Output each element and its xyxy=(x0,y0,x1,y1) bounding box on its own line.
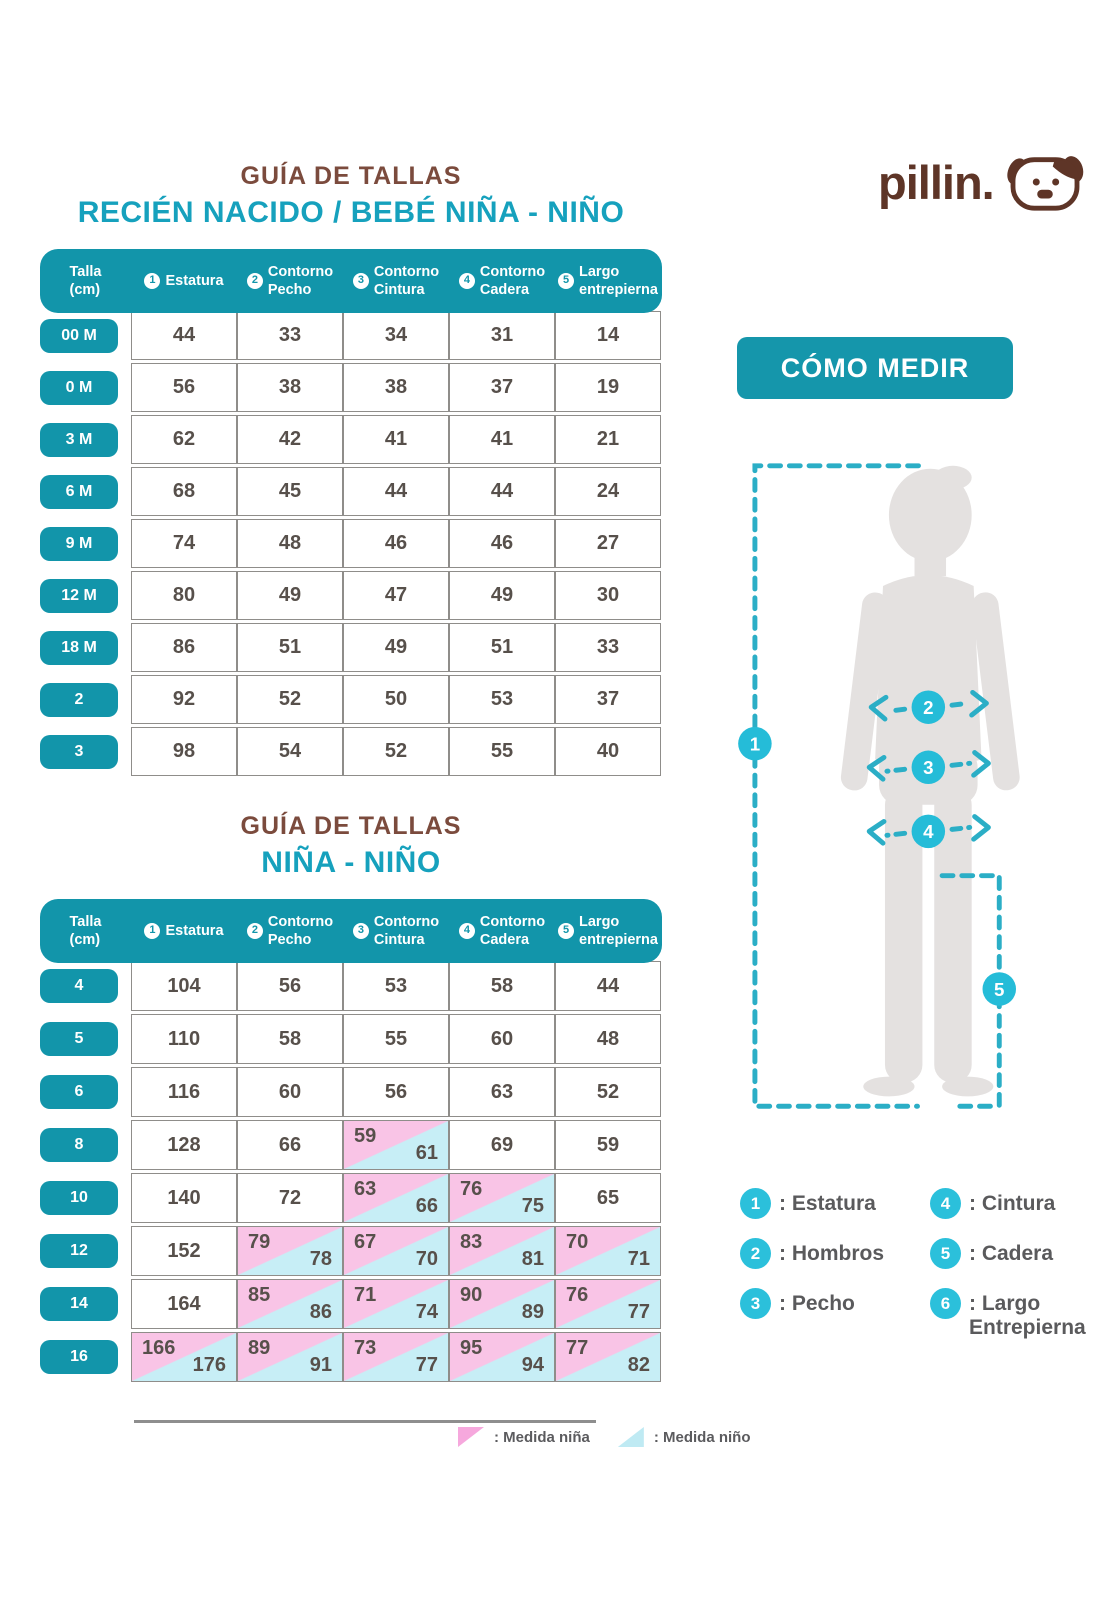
legend-number-badge: 2 xyxy=(740,1238,771,1269)
header-label: Contorno Pecho xyxy=(267,913,334,948)
split-measure-cell xyxy=(555,1279,661,1329)
column-header xyxy=(343,913,449,949)
split-measure-cell xyxy=(131,1332,237,1382)
size-pill: 2 xyxy=(40,683,118,717)
nina-value: 76 xyxy=(566,1284,589,1306)
header-label: Largo entrepierna xyxy=(579,913,658,948)
split-measure-cell xyxy=(343,1226,449,1276)
nina-value: 76 xyxy=(460,1178,483,1200)
legend-number-badge: 3 xyxy=(740,1288,771,1319)
measure-cell: 92 xyxy=(131,675,237,724)
header-label: Contorno Cintura xyxy=(373,913,440,948)
split-measure-cell xyxy=(555,1332,661,1382)
size-pill: 6 xyxy=(40,1075,118,1109)
measure-cell: 46 xyxy=(343,519,449,568)
marker-1: 1 xyxy=(749,733,761,755)
legend-number-badge: 1 xyxy=(740,1188,771,1219)
measure-cell: 63 xyxy=(449,1067,555,1117)
measure-cell: 33 xyxy=(237,311,343,360)
measure-cell: 38 xyxy=(343,363,449,412)
table1-newborn-sizes xyxy=(40,308,661,779)
column-header xyxy=(40,913,131,949)
header-number-badge: 5 xyxy=(558,273,574,289)
measure-cell: 30 xyxy=(555,571,661,620)
measure-cell: 49 xyxy=(237,571,343,620)
table2-underline xyxy=(134,1420,596,1423)
measure-cell: 45 xyxy=(237,467,343,516)
measure-cell: 14 xyxy=(555,311,661,360)
table-row xyxy=(40,467,661,516)
nino-value: 89 xyxy=(521,1301,544,1323)
measure-cell: 152 xyxy=(131,1226,237,1276)
table-row xyxy=(40,1332,661,1382)
measure-cell: 27 xyxy=(555,519,661,568)
size-pill: 9 M xyxy=(40,527,118,561)
brand-logo xyxy=(878,150,1086,214)
measure-cell: 47 xyxy=(343,571,449,620)
split-measure-cell xyxy=(449,1332,555,1382)
nino-value: 176 xyxy=(192,1354,226,1376)
marker-3: 3 xyxy=(923,757,934,779)
header-label: Contorno Cadera xyxy=(479,913,546,948)
measure-cell: 21 xyxy=(555,415,661,464)
measure-cell: 56 xyxy=(237,961,343,1011)
column-header xyxy=(449,263,555,299)
size-pill: 3 xyxy=(40,735,118,769)
table-row xyxy=(40,1067,661,1117)
measure-cell: 34 xyxy=(343,311,449,360)
measure-cell: 104 xyxy=(131,961,237,1011)
dog-icon xyxy=(1004,150,1086,214)
table-row xyxy=(40,519,661,568)
como-medir-banner: CÓMO MEDIR xyxy=(737,337,1013,399)
nino-value: 75 xyxy=(521,1195,544,1217)
measure-cell: 52 xyxy=(555,1067,661,1117)
nina-value: 59 xyxy=(354,1125,377,1147)
size-pill: 0 M xyxy=(40,371,118,405)
table-row xyxy=(40,415,661,464)
measure-cell: 80 xyxy=(131,571,237,620)
nino-triangle-icon xyxy=(618,1427,644,1447)
column-header xyxy=(131,922,237,940)
measure-cell: 116 xyxy=(131,1067,237,1117)
measure-cell: 48 xyxy=(237,519,343,568)
nina-value: 70 xyxy=(566,1231,589,1253)
nina-value: 77 xyxy=(566,1337,589,1359)
measure-legend-item-5 xyxy=(930,1238,1100,1286)
nina-value: 67 xyxy=(354,1231,377,1253)
nino-value: 70 xyxy=(415,1248,438,1270)
legend-number-badge: 5 xyxy=(930,1238,961,1269)
size-pill: 6 M xyxy=(40,475,118,509)
table-row xyxy=(40,363,661,412)
column-header xyxy=(237,913,343,949)
measure-cell: 48 xyxy=(555,1014,661,1064)
nino-value: 81 xyxy=(521,1248,544,1270)
column-header xyxy=(555,263,661,299)
size-pill: 10 xyxy=(40,1181,118,1215)
measure-legend xyxy=(740,1188,1100,1340)
nino-legend-label: : Medida niño xyxy=(653,1428,751,1446)
table-row xyxy=(40,311,661,360)
measure-cell: 65 xyxy=(555,1173,661,1223)
nino-value: 71 xyxy=(627,1248,650,1270)
table2-supertitle: GUÍA DE TALLAS xyxy=(240,812,462,840)
nino-value: 82 xyxy=(627,1354,650,1376)
measure-cell: 44 xyxy=(131,311,237,360)
table-row xyxy=(40,675,661,724)
header-number-badge: 2 xyxy=(247,923,263,939)
measure-cell: 46 xyxy=(449,519,555,568)
measure-cell: 59 xyxy=(555,1120,661,1170)
table2-header-band xyxy=(40,899,662,963)
nina-value: 63 xyxy=(354,1178,377,1200)
legend-label: : Estatura xyxy=(779,1192,876,1215)
nino-value: 61 xyxy=(415,1142,438,1164)
header-label: Contorno Pecho xyxy=(267,263,334,298)
table-row xyxy=(40,1226,661,1276)
table-row xyxy=(40,1014,661,1064)
table1-title: RECIÉN NACIDO / BEBÉ NIÑA - NIÑO xyxy=(77,196,625,229)
header-label: Talla (cm) xyxy=(69,263,102,298)
nino-value: 78 xyxy=(309,1248,332,1270)
nina-value: 71 xyxy=(354,1284,377,1306)
nina-value: 85 xyxy=(248,1284,271,1306)
nina-value: 73 xyxy=(354,1337,377,1359)
marker-2: 2 xyxy=(923,697,934,719)
nino-value: 77 xyxy=(627,1301,650,1323)
measure-cell: 66 xyxy=(237,1120,343,1170)
nina-legend-label: : Medida niña xyxy=(494,1428,590,1446)
column-header xyxy=(40,263,131,299)
column-header xyxy=(449,913,555,949)
measure-cell: 53 xyxy=(449,675,555,724)
table-row xyxy=(40,727,661,776)
measure-cell: 86 xyxy=(131,623,237,672)
measure-cell: 33 xyxy=(555,623,661,672)
column-header xyxy=(237,263,343,299)
measure-legend-item-2 xyxy=(740,1238,930,1286)
measure-cell: 58 xyxy=(449,961,555,1011)
measure-cell: 53 xyxy=(343,961,449,1011)
size-pill: 8 xyxy=(40,1128,118,1162)
header-label: Talla (cm) xyxy=(69,913,102,948)
size-pill: 3 M xyxy=(40,423,118,457)
header-label: Contorno Cadera xyxy=(479,263,546,298)
measure-cell: 40 xyxy=(555,727,661,776)
brand-logo-text: pillin. xyxy=(878,155,994,209)
table-row xyxy=(40,571,661,620)
measure-legend-item-4 xyxy=(930,1188,1100,1236)
size-pill: 00 M xyxy=(40,319,118,353)
header-number-badge: 1 xyxy=(144,923,160,939)
nino-value: 77 xyxy=(415,1354,438,1376)
split-measure-cell xyxy=(343,1332,449,1382)
measure-cell: 140 xyxy=(131,1173,237,1223)
table-row xyxy=(40,1120,661,1170)
legend-label: : Cintura xyxy=(969,1192,1056,1215)
measure-cell: 51 xyxy=(237,623,343,672)
split-measure-cell xyxy=(449,1279,555,1329)
split-measure-cell xyxy=(449,1226,555,1276)
measure-cell: 58 xyxy=(237,1014,343,1064)
measure-cell: 62 xyxy=(131,415,237,464)
measure-legend-item-1 xyxy=(740,1188,930,1236)
measure-cell: 60 xyxy=(449,1014,555,1064)
measure-cell: 49 xyxy=(449,571,555,620)
marker-4: 4 xyxy=(923,821,934,843)
measure-cell: 41 xyxy=(449,415,555,464)
measure-cell: 50 xyxy=(343,675,449,724)
measure-cell: 55 xyxy=(449,727,555,776)
measure-cell: 42 xyxy=(237,415,343,464)
split-measure-cell xyxy=(237,1279,343,1329)
measure-cell: 41 xyxy=(343,415,449,464)
nino-value: 66 xyxy=(415,1195,438,1217)
header-label: Estatura xyxy=(165,922,224,939)
measure-cell: 72 xyxy=(237,1173,343,1223)
nina-value: 95 xyxy=(460,1337,483,1359)
header-number-badge: 4 xyxy=(459,273,475,289)
header-label: Largo entrepierna xyxy=(579,263,658,298)
measure-cell: 37 xyxy=(555,675,661,724)
measure-cell: 51 xyxy=(449,623,555,672)
table-row xyxy=(40,623,661,672)
header-number-badge: 2 xyxy=(247,273,263,289)
split-measure-cell xyxy=(237,1332,343,1382)
measure-legend-item-6 xyxy=(930,1288,1100,1340)
measure-cell: 110 xyxy=(131,1014,237,1064)
nina-triangle-icon xyxy=(458,1427,484,1447)
measure-cell: 54 xyxy=(237,727,343,776)
legend-number-badge: 6 xyxy=(930,1288,961,1319)
nino-value: 94 xyxy=(521,1354,544,1376)
measure-cell: 56 xyxy=(343,1067,449,1117)
measure-cell: 44 xyxy=(449,467,555,516)
header-number-badge: 5 xyxy=(558,923,574,939)
nino-value: 74 xyxy=(415,1301,438,1323)
table1-supertitle: GUÍA DE TALLAS xyxy=(240,162,462,190)
measure-cell: 44 xyxy=(555,961,661,1011)
split-measure-cell xyxy=(343,1120,449,1170)
header-number-badge: 3 xyxy=(353,923,369,939)
size-pill: 18 M xyxy=(40,631,118,665)
header-number-badge: 1 xyxy=(144,273,160,289)
measure-cell: 74 xyxy=(131,519,237,568)
split-measure-cell xyxy=(555,1226,661,1276)
measure-cell: 128 xyxy=(131,1120,237,1170)
legend-label: : Largo Entrepierna xyxy=(969,1292,1086,1340)
footer-legend xyxy=(458,1427,751,1447)
nino-value: 86 xyxy=(309,1301,332,1323)
nina-value: 89 xyxy=(248,1337,271,1359)
measure-cell: 69 xyxy=(449,1120,555,1170)
measure-cell: 38 xyxy=(237,363,343,412)
legend-label: : Pecho xyxy=(779,1292,855,1315)
size-pill: 12 xyxy=(40,1234,118,1268)
column-header xyxy=(131,272,237,290)
measure-cell: 164 xyxy=(131,1279,237,1329)
size-pill: 12 M xyxy=(40,579,118,613)
table-row xyxy=(40,961,661,1011)
nino-value: 91 xyxy=(309,1354,332,1376)
header-number-badge: 3 xyxy=(353,273,369,289)
legend-label: : Hombros xyxy=(779,1242,884,1265)
nina-value: 79 xyxy=(248,1231,271,1253)
measure-cell: 98 xyxy=(131,727,237,776)
table2-title: NIÑA - NIÑO xyxy=(261,846,441,879)
measurement-diagram xyxy=(735,452,1031,1122)
measure-cell: 44 xyxy=(343,467,449,516)
measure-cell: 56 xyxy=(131,363,237,412)
table1-header-band xyxy=(40,249,662,313)
measure-cell: 49 xyxy=(343,623,449,672)
header-label: Estatura xyxy=(165,272,224,289)
split-measure-cell xyxy=(237,1226,343,1276)
measure-cell: 52 xyxy=(237,675,343,724)
size-pill: 14 xyxy=(40,1287,118,1321)
measure-cell: 31 xyxy=(449,311,555,360)
measure-cell: 37 xyxy=(449,363,555,412)
size-pill: 16 xyxy=(40,1340,118,1374)
table2-kids-sizes xyxy=(40,958,661,1385)
legend-number-badge: 4 xyxy=(930,1188,961,1219)
nina-value: 83 xyxy=(460,1231,483,1253)
measure-cell: 55 xyxy=(343,1014,449,1064)
size-pill: 4 xyxy=(40,969,118,1003)
column-header xyxy=(555,913,661,949)
split-measure-cell xyxy=(343,1173,449,1223)
measure-cell: 19 xyxy=(555,363,661,412)
legend-label: : Cadera xyxy=(969,1242,1054,1265)
measure-legend-item-3 xyxy=(740,1288,930,1336)
table-row xyxy=(40,1279,661,1329)
measure-cell: 24 xyxy=(555,467,661,516)
split-measure-cell xyxy=(343,1279,449,1329)
nina-value: 166 xyxy=(142,1337,176,1359)
marker-5: 5 xyxy=(994,978,1005,1000)
header-label: Contorno Cintura xyxy=(373,263,440,298)
table-row xyxy=(40,1173,661,1223)
split-measure-cell xyxy=(449,1173,555,1223)
header-number-badge: 4 xyxy=(459,923,475,939)
measure-cell: 52 xyxy=(343,727,449,776)
measure-cell: 68 xyxy=(131,467,237,516)
nina-value: 90 xyxy=(460,1284,483,1306)
size-pill: 5 xyxy=(40,1022,118,1056)
measure-cell: 60 xyxy=(237,1067,343,1117)
column-header xyxy=(343,263,449,299)
